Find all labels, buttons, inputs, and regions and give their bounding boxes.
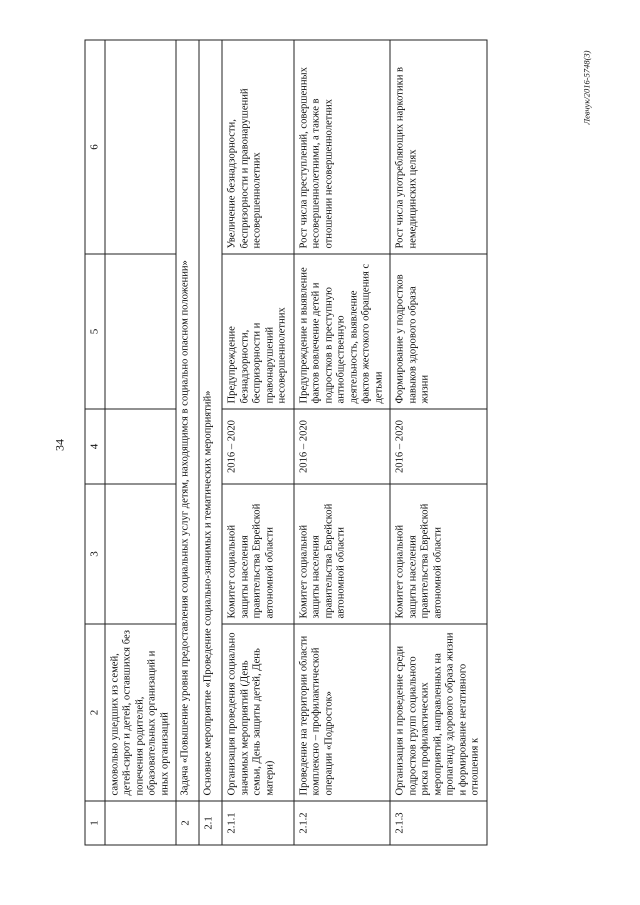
- row-number: 2.1.2: [294, 801, 391, 845]
- table-cell: [105, 484, 177, 624]
- continuation-row: [105, 40, 177, 845]
- activity-name: Организация и проведение среди подростков групп социального риска профилактических мероприятий, направленных на пропаганду здорового образа жизни и формирование негативного отношения к: [390, 624, 487, 801]
- table-cell: [105, 801, 177, 845]
- consequence: Увеличение безнадзорности, беспризорности и правонарушений несовершеннолетних: [222, 40, 294, 254]
- page-number: 34: [52, 439, 67, 451]
- main-activity-number: 2.1: [199, 801, 222, 845]
- activity-name: Организация проведения социально значимых мероприятий (День семьи, День защиты детей, День матери): [222, 624, 294, 801]
- continuation-text: самовольно ушедших из семей, детей-сирот и детей, оставшихся без попечения родителей, образовательных организаций и иных организаций: [105, 624, 177, 801]
- column-number-header-row: [85, 40, 105, 845]
- table-row: [294, 40, 391, 845]
- period: 2016 – 2020: [390, 409, 487, 484]
- executor: Комитет социальной защиты населения правительства Еврейской автономной области: [390, 484, 487, 624]
- column-header: 4: [85, 409, 105, 484]
- period: 2016 – 2020: [222, 409, 294, 484]
- table-row: [390, 40, 487, 845]
- executor: Комитет социальной защиты населения правительства Еврейской автономной области: [222, 484, 294, 624]
- consequence: Рост числа преступлений, совершенных несовершеннолетними, а также в отношении несовершеннолетних: [294, 40, 391, 254]
- table-cell: [105, 409, 177, 484]
- main-activity-title: Основное мероприятие «Проведение социально-значимых и тематических мероприятий»: [199, 40, 222, 801]
- row-number: 2.1.3: [390, 801, 487, 845]
- main-activity-row: [199, 40, 222, 845]
- column-header: 6: [85, 40, 105, 254]
- activity-name: Проведение на территории области комплексно – профилактической операции «Подросток»: [294, 624, 391, 801]
- expected-result: Предупреждение и выявление фактов вовлечение детей и подростков в преступную антиобщественную деятельность, выявление фактов жестокого обращения с детьми: [294, 254, 391, 409]
- task-row: [176, 40, 199, 845]
- expected-result: Предупреждение безнадзорности, беспризорности и правонарушений несовершеннолетних: [222, 254, 294, 409]
- column-header: 5: [85, 254, 105, 409]
- task-title: Задача «Повышение уровня предоставления социальных услуг детям, находящимся в социально опасном положении»: [176, 40, 199, 801]
- column-header: 2: [85, 624, 105, 801]
- consequence: Рост числа употребляющих наркотики в немедицинских целях: [390, 40, 487, 254]
- table-cell: [105, 40, 177, 254]
- document-reference: Левчук/2016-5748(3): [581, 50, 592, 125]
- column-header: 3: [85, 484, 105, 624]
- expected-result: Формирование у подростков навыков здорового образа жизни: [390, 254, 487, 409]
- executor: Комитет социальной защиты населения правительства Еврейской автономной области: [294, 484, 391, 624]
- program-activities-table: [85, 40, 488, 846]
- rotated-document-page: [43, 33, 598, 858]
- period: 2016 – 2020: [294, 409, 391, 484]
- task-number: 2: [176, 801, 199, 845]
- row-number: 2.1.1: [222, 801, 294, 845]
- table-row: [222, 40, 294, 845]
- table-cell: [105, 254, 177, 409]
- column-header: 1: [85, 801, 105, 845]
